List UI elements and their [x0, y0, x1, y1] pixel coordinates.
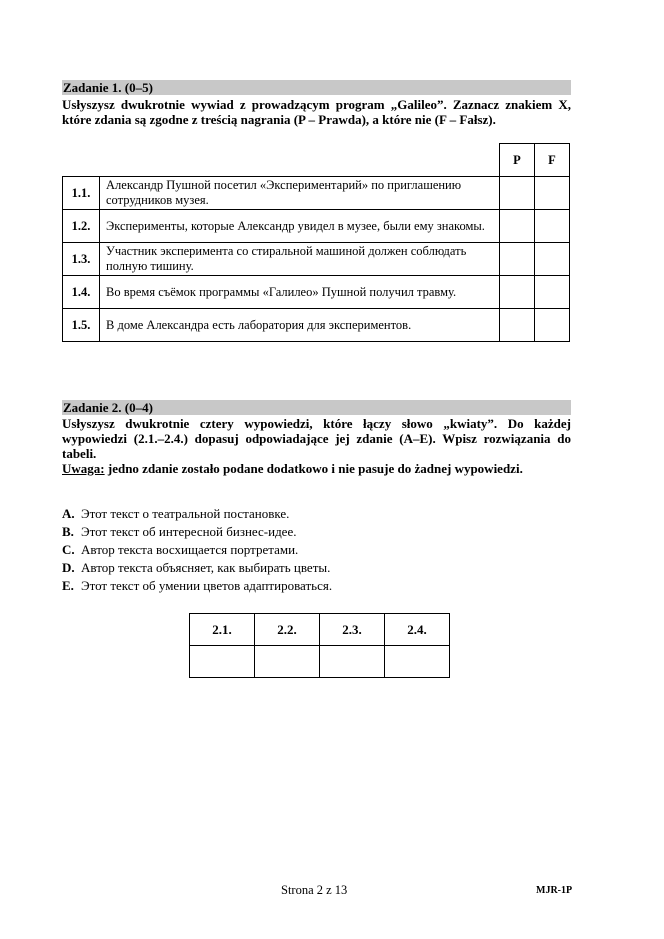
row-statement: В доме Александра есть лаборатория для экспериментов.: [100, 309, 500, 342]
table-row: [63, 243, 570, 276]
option-letter: B.: [62, 524, 74, 539]
option-text: Автор текста объясняет, как выбирать цветы.: [81, 560, 331, 575]
option-text: Этот текст об интересной бизнес-идее.: [81, 524, 297, 539]
option-text: Автор текста восхищается портретами.: [81, 542, 299, 557]
option-text: Этот текст об умении цветов адаптироваться.: [81, 578, 333, 593]
option-letter: E.: [62, 578, 74, 593]
task2-header: Zadanie 2. (0–4): [62, 400, 571, 415]
answer-cell-p[interactable]: [500, 276, 535, 309]
note-text: jedno zdanie zostało podane dodatkowo i nie pasuje do żadnej wypowiedzi.: [104, 461, 523, 476]
answer-cell-f[interactable]: [535, 177, 570, 210]
answer-cell-f[interactable]: [535, 276, 570, 309]
answer-cell-f[interactable]: [535, 210, 570, 243]
answer-header: 2.4.: [385, 614, 450, 646]
task2-instruction: Usłyszysz dwukrotnie cztery wypowiedzi, które łączy słowo „kwiaty”. Do każdej wypowiedzi (2.1.–2.4.) dopasuj odpowiadające jej zdanie (A–E). Wpisz rozwiązania do tabeli.: [62, 416, 571, 461]
answer-cell-p[interactable]: [500, 177, 535, 210]
option-letter: A.: [62, 506, 75, 521]
table-row: [63, 309, 570, 342]
answer-header: 2.2.: [255, 614, 320, 646]
answer-cell[interactable]: [320, 646, 385, 678]
answer-cell[interactable]: [190, 646, 255, 678]
row-statement: Во время съёмок программы «Галилео» Пушной получил травму.: [100, 276, 500, 309]
task2-answer-table: [189, 613, 450, 678]
answer-cell-p[interactable]: [500, 243, 535, 276]
row-number: 1.1.: [63, 177, 100, 210]
col-p-header: P: [500, 144, 535, 177]
col-f-header: F: [535, 144, 570, 177]
answer-cell-f[interactable]: [535, 243, 570, 276]
option-letter: D.: [62, 560, 75, 575]
option-text: Этот текст о театральной постановке.: [81, 506, 290, 521]
row-number: 1.4.: [63, 276, 100, 309]
answer-cell-p[interactable]: [500, 309, 535, 342]
answer-cell-p[interactable]: [500, 210, 535, 243]
answer-header: 2.1.: [190, 614, 255, 646]
task1-table: [62, 143, 570, 342]
answer-cell[interactable]: [255, 646, 320, 678]
row-statement: Участник эксперимента со стиральной машиной должен соблюдать полную тишину.: [100, 243, 500, 276]
row-statement: Александр Пушной посетил «Экспериментарий» по приглашению сотрудников музея.: [100, 177, 500, 210]
option-item: [62, 523, 332, 541]
option-item: [62, 505, 332, 523]
options-list: [62, 505, 332, 595]
table-row: [63, 210, 570, 243]
option-letter: C.: [62, 542, 75, 557]
answer-header: 2.3.: [320, 614, 385, 646]
row-statement: Эксперименты, которые Александр увидел в музее, были ему знакомы.: [100, 210, 500, 243]
note-label: Uwaga:: [62, 461, 105, 476]
option-item: [62, 559, 332, 577]
task1-instruction: Usłyszysz dwukrotnie wywiad z prowadzącym program „Galileo”. Zaznacz znakiem X, które zdania są zgodne z treścią nagrania (P – Prawda), a które nie (F – Fałsz).: [62, 97, 571, 127]
option-item: [62, 577, 332, 595]
task1-header: Zadanie 1. (0–5): [62, 80, 571, 95]
row-number: 1.5.: [63, 309, 100, 342]
document-code: MJR-1P: [536, 885, 573, 896]
answer-cell-f[interactable]: [535, 309, 570, 342]
row-number: 1.3.: [63, 243, 100, 276]
table-row: [63, 177, 570, 210]
task2-instruction-block: [62, 416, 571, 476]
table-row: [63, 276, 570, 309]
page-number: Strona 2 z 13: [281, 883, 348, 897]
row-number: 1.2.: [63, 210, 100, 243]
option-item: [62, 541, 332, 559]
answer-cell[interactable]: [385, 646, 450, 678]
